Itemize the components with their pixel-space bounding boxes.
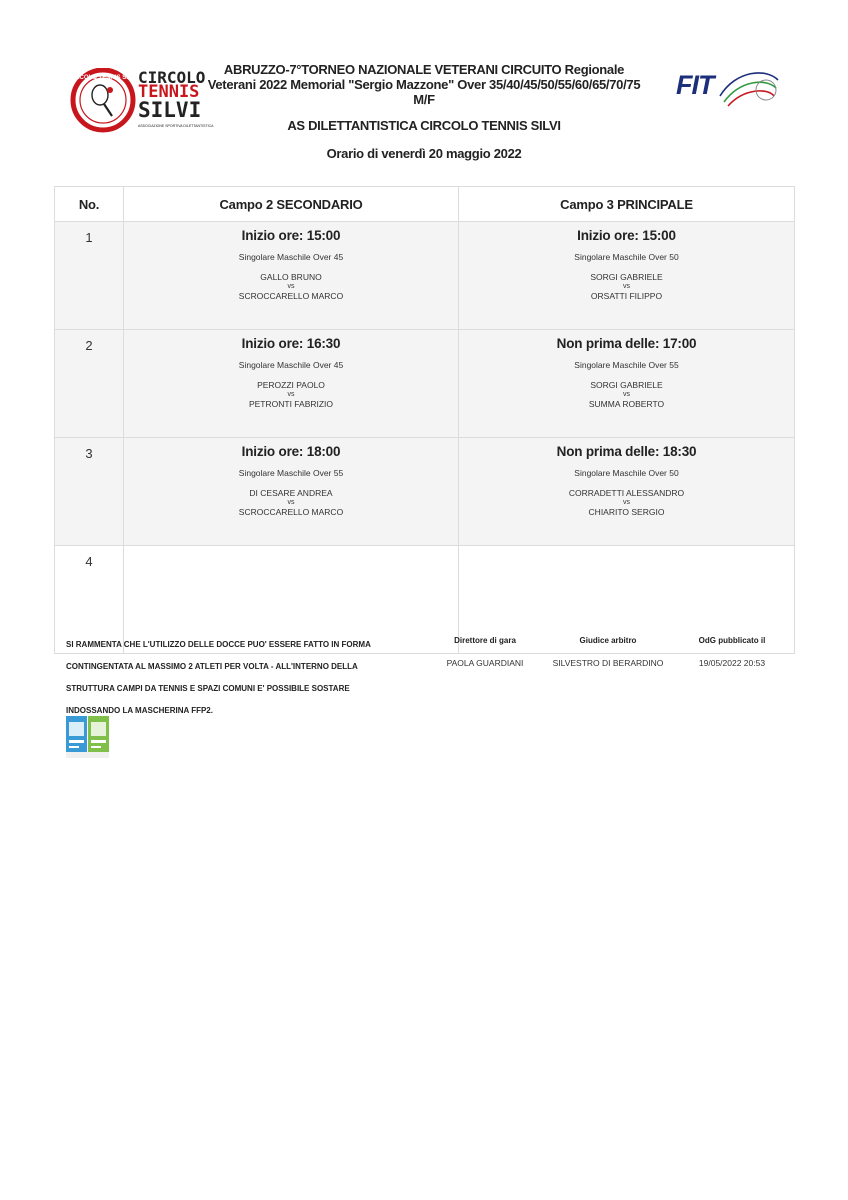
player-2: SCROCCARELLO MARCO <box>238 291 344 301</box>
notice-line: SI RAMMENTA CHE L'UTILIZZO DELLE DOCCE PUO' ESSERE FATTO IN FORMA <box>66 640 371 649</box>
match-cell <box>459 222 795 330</box>
logo-word-circolo: CIRCOLO <box>138 68 206 87</box>
player-2: SCROCCARELLO MARCO <box>238 507 344 517</box>
player-1: SORGI GABRIELE <box>590 272 663 282</box>
logo-word-tennis: TENNIS <box>138 82 200 102</box>
versus-label: vs <box>623 391 630 398</box>
match-time: Inizio ore: 15:00 <box>577 228 676 243</box>
schedule-table <box>54 186 795 654</box>
match-category: Singolare Maschile Over 50 <box>574 252 679 262</box>
match-category: Singolare Maschile Over 55 <box>574 360 679 370</box>
schedule-date: Orario di venerdì 20 maggio 2022 <box>326 146 522 161</box>
notice-line: INDOSSANDO LA MASCHERINA FFP2. <box>66 706 213 715</box>
notice-text <box>66 634 406 722</box>
row-number: 1 <box>55 222 124 330</box>
row-number: 4 <box>55 546 124 654</box>
sponsor-badge-image <box>66 716 109 758</box>
table-header-row <box>55 187 795 222</box>
player-2: SUMMA ROBERTO <box>588 399 665 409</box>
player-1: PEROZZI PAOLO <box>257 380 325 390</box>
player-1: GALLO BRUNO <box>260 272 322 282</box>
versus-label: vs <box>287 283 295 290</box>
player-2: PETRONTI FABRIZIO <box>248 399 334 409</box>
column-header-campo-3: Campo 3 PRINCIPALE <box>459 187 795 222</box>
row-number: 3 <box>55 438 124 546</box>
director-label: Direttore di gara <box>454 636 516 645</box>
match-time: Non prima delle: 17:00 <box>556 336 697 351</box>
fit-logo-text: FIT <box>676 70 714 100</box>
versus-label: vs <box>287 391 295 398</box>
table-row <box>55 222 795 330</box>
svg-text:CIRCOLO TENNIS SILVI: CIRCOLO TENNIS SILVI <box>70 75 137 81</box>
versus-label: vs <box>623 283 630 290</box>
match-time: Non prima delle: 18:30 <box>556 444 697 459</box>
column-header-no: No. <box>55 187 124 222</box>
match-time: Inizio ore: 18:00 <box>241 444 341 459</box>
fit-logo <box>676 66 782 110</box>
title-line-1: ABRUZZO-7°TORNEO NAZIONALE VETERANI CIRCUITO Regionale <box>223 62 625 77</box>
match-time: Inizio ore: 16:30 <box>241 336 341 351</box>
published-value: 19/05/2022 20:53 <box>698 658 766 668</box>
player-2: ORSATTI FILIPPO <box>590 291 663 301</box>
player-1: CORRADETTI ALESSANDRO <box>568 488 685 498</box>
player-1: SORGI GABRIELE <box>590 380 663 390</box>
referee-value: SILVESTRO DI BERARDINO <box>552 658 664 668</box>
referee-label: Giudice arbitro <box>579 636 637 645</box>
title-line-2: Veterani 2022 Memorial "Sergio Mazzone" Over 35/40/45/50/55/60/65/70/75 <box>207 77 641 92</box>
column-header-campo-2: Campo 2 SECONDARIO <box>124 187 459 222</box>
versus-label: vs <box>623 499 630 506</box>
logo-word-silvi: SILVI <box>138 98 202 122</box>
row-number: 2 <box>55 330 124 438</box>
match-cell <box>459 330 795 438</box>
logo-subtitle: ASSOCIAZIONE SPORTIVA DILETTANTISTICA <box>138 124 214 128</box>
notice-line: CONTINGENTATA AL MASSIMO 2 ATLETI PER VOLTA - ALL'INTERNO DELLA <box>66 662 358 671</box>
tournament-title <box>190 62 658 107</box>
match-category: Singolare Maschile Over 45 <box>238 360 344 370</box>
player-1: DI CESARE ANDREA <box>249 488 333 498</box>
club-name: AS DILETTANTISTICA CIRCOLO TENNIS SILVI <box>287 118 561 133</box>
match-category: Singolare Maschile Over 45 <box>238 252 344 262</box>
notice-line: STRUTTURA CAMPI DA TENNIS E SPAZI COMUNI E' POSSIBILE SOSTARE <box>66 684 350 693</box>
match-cell <box>124 330 459 438</box>
match-cell <box>124 438 459 546</box>
match-category: Singolare Maschile Over 55 <box>238 468 344 478</box>
match-time: Inizio ore: 15:00 <box>241 228 341 243</box>
table-row <box>55 438 795 546</box>
versus-label: vs <box>287 499 295 506</box>
table-row <box>55 330 795 438</box>
title-line-3: M/F <box>413 92 435 107</box>
published-label: OdG pubblicato il <box>698 636 766 645</box>
match-cell <box>459 438 795 546</box>
match-cell <box>124 222 459 330</box>
match-category: Singolare Maschile Over 50 <box>574 468 679 478</box>
director-value: PAOLA GUARDIANI <box>446 658 524 668</box>
player-2: CHIARITO SERGIO <box>588 507 665 517</box>
